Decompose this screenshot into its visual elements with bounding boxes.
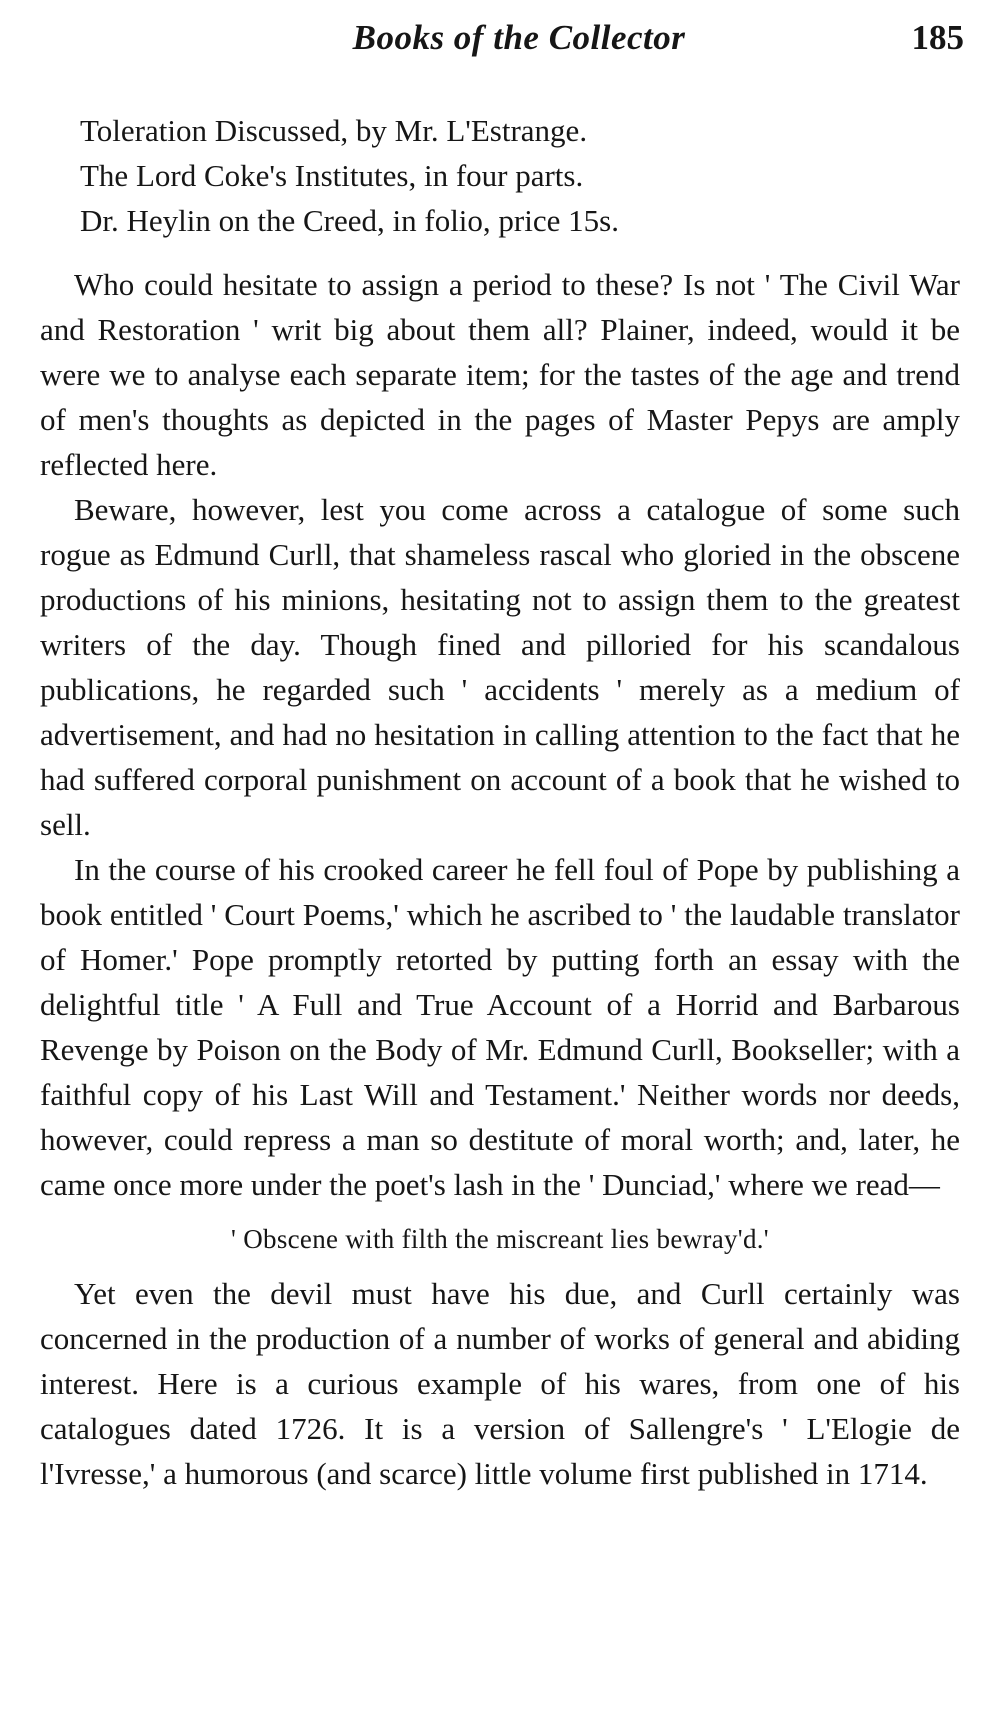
- book-list-item: Dr. Heylin on the Creed, in folio, price 15s.: [80, 203, 619, 238]
- book-list-item: The Lord Coke's Institutes, in four parts.: [80, 158, 584, 193]
- book-list: [80, 108, 960, 243]
- page-number: 185: [911, 18, 964, 57]
- paragraph-curll-catalogue: Beware, however, lest you come across a catalogue of some such rogue as Edmund Curll, that shameless rascal who gloried in the obscene productions of his minions, hesitating not to assign them to the greatest writers of the day. Though fined and pilloried for his scandalous publications, he regarded such ' accidents ' merely as a medium of advertisement, and had no hesitation in calling attention to the fact that he had suffered corporal punishment on account of a book that he wished to sell.: [40, 492, 960, 842]
- body-text: [40, 262, 960, 1496]
- running-title: Books of the Collector: [352, 18, 686, 57]
- dunciad-quotation: ' Obscene with filth the miscreant lies bewray'd.': [231, 1224, 769, 1254]
- paragraph-curll-wares: Yet even the devil must have his due, and Curll certainly was concerned in the production of a number of works of general and abiding interest. Here is a curious example of his wares, from one of his catalogues dated 1726. It is a version of Sallengre's ' L'Elogie de l'Ivresse,' a humorous (and scarce) little volume first published in 1714.: [40, 1276, 960, 1491]
- book-list-item: Toleration Discussed, by Mr. L'Estrange.: [80, 113, 588, 148]
- paragraph-period: Who could hesitate to assign a period to these? Is not ' The Civil War and Restoration ' writ big about them all? Plainer, indeed, would it be were we to analyse each separate item; for the tastes of the age and trend of men's thoughts as depicted in the pages of Master Pepys are amply reflected here.: [40, 267, 960, 482]
- running-head: [74, 18, 964, 66]
- paragraph-pope: In the course of his crooked career he fell foul of Pope by publishing a book entitled ' Court Poems,' which he ascribed to ' the laudable translator of Homer.' Pope promptly retorted by putting forth an essay with the delightful title ' A Full and True Account of a Horrid and Barbarous Revenge by Poison on the Body of Mr. Edmund Curll, Bookseller; with a faithful copy of his Last Will and Testament.' Neither words nor deeds, however, could repress a man so destitute of moral worth; and, later, he came once more under the poet's lash in the ' Dunciad,' where we read—: [40, 852, 960, 1202]
